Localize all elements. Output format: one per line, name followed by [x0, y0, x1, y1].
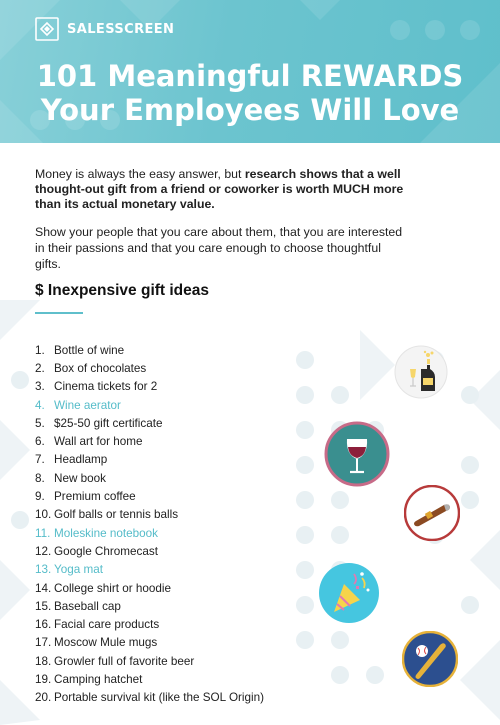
- intro-bold: research shows that a well thought-out gift from a friend or coworker is worth MUCH more than its actual monetary value.: [35, 167, 404, 211]
- list-item-number: 19.: [35, 672, 52, 686]
- list-item-text: Wine aerator: [54, 398, 121, 412]
- list-item-text: $25-50 gift certificate: [54, 416, 163, 430]
- list-item-text: Wall art for home: [54, 435, 143, 449]
- header-banner: [0, 0, 500, 143]
- section-title: $ Inexpensive gift ideas: [35, 282, 210, 299]
- intro-lead: Money is always the easy answer, but: [35, 167, 245, 181]
- salesscreen-logo-icon: [35, 17, 59, 41]
- page-title: [0, 59, 500, 127]
- list-item: [35, 487, 365, 505]
- list-item-text: Camping hatchet: [54, 672, 143, 686]
- list-item-text: College shirt or hoodie: [54, 581, 171, 595]
- list-item-text: Moscow Mule mugs: [54, 636, 158, 650]
- list-item-text: Baseball cap: [54, 599, 121, 613]
- list-item-text: Growler full of favorite beer: [54, 654, 195, 668]
- list-item: [35, 634, 365, 652]
- list-item: [35, 652, 365, 670]
- list-item-text: Cinema tickets for 2: [54, 380, 158, 394]
- list-item-text: Moleskine notebook: [54, 526, 158, 540]
- list-item: [35, 378, 365, 396]
- list-item-number: 5.: [35, 416, 45, 430]
- list-item-number: 18.: [35, 654, 52, 668]
- section-divider: [35, 312, 83, 314]
- list-item: [35, 506, 365, 524]
- list-item: [35, 341, 365, 359]
- baseball-icon: [402, 631, 458, 687]
- list-item: [35, 670, 365, 688]
- intro-paragraph: [35, 167, 410, 212]
- gift-list: [35, 341, 365, 707]
- cigar-icon: [404, 485, 460, 541]
- list-item-number: 8.: [35, 471, 45, 485]
- list-item-number: 2.: [35, 361, 45, 375]
- list-item-text: Premium coffee: [54, 490, 136, 504]
- list-item-number: 15.: [35, 599, 52, 613]
- list-item: [35, 579, 365, 597]
- title-line-2: Your Employees Will Love: [40, 93, 460, 127]
- list-item-text: Google Chromecast: [54, 544, 158, 558]
- list-item-number: 1.: [35, 343, 45, 357]
- party-popper-icon: [318, 562, 380, 624]
- brand-name: SALESSCREEN: [67, 21, 175, 37]
- list-item-number: 4.: [35, 398, 45, 412]
- list-item: [35, 469, 365, 487]
- list-item: [35, 615, 365, 633]
- champagne-icon: [394, 345, 448, 399]
- list-item-text: Portable survival kit (like the SOL Origin): [54, 691, 265, 705]
- list-item: [35, 451, 365, 469]
- list-item: [35, 396, 365, 414]
- list-item-number: 7.: [35, 453, 45, 467]
- list-item-text: Golf balls or tennis balls: [54, 508, 179, 522]
- list-item-text: Facial care products: [54, 618, 160, 632]
- list-item-number: 10.: [35, 508, 52, 522]
- list-item-number: 17.: [35, 636, 52, 650]
- list-item: [35, 542, 365, 560]
- list-item-number: 6.: [35, 435, 45, 449]
- list-item-number: 14.: [35, 581, 52, 595]
- list-item-number: 13.: [35, 563, 52, 577]
- list-item: [35, 524, 365, 542]
- intro-paragraph-2: Show your people that you care about them, that you are interested in their passions and that you care enough to choose thoughtful gifts.: [35, 225, 403, 271]
- list-item-text: Yoga mat: [54, 563, 103, 577]
- list-item: [35, 689, 365, 707]
- list-item: [35, 359, 365, 377]
- list-item: [35, 597, 365, 615]
- list-item-number: 9.: [35, 490, 45, 504]
- list-item: [35, 432, 365, 450]
- list-item-number: 12.: [35, 544, 52, 558]
- wine-glass-icon: [324, 421, 390, 487]
- list-item-text: Bottle of wine: [54, 343, 125, 357]
- list-item-text: Box of chocolates: [54, 361, 147, 375]
- list-item-text: Headlamp: [54, 453, 108, 467]
- list-item-text: New book: [54, 471, 106, 485]
- list-item-number: 11.: [35, 526, 51, 540]
- list-item-number: 16.: [35, 618, 52, 632]
- list-item-number: 20.: [35, 691, 52, 705]
- list-item: [35, 561, 365, 579]
- title-line-1: 101 Meaningful REWARDS: [36, 59, 464, 93]
- list-item-number: 3.: [35, 380, 45, 394]
- list-item: [35, 414, 365, 432]
- brand: [35, 17, 174, 41]
